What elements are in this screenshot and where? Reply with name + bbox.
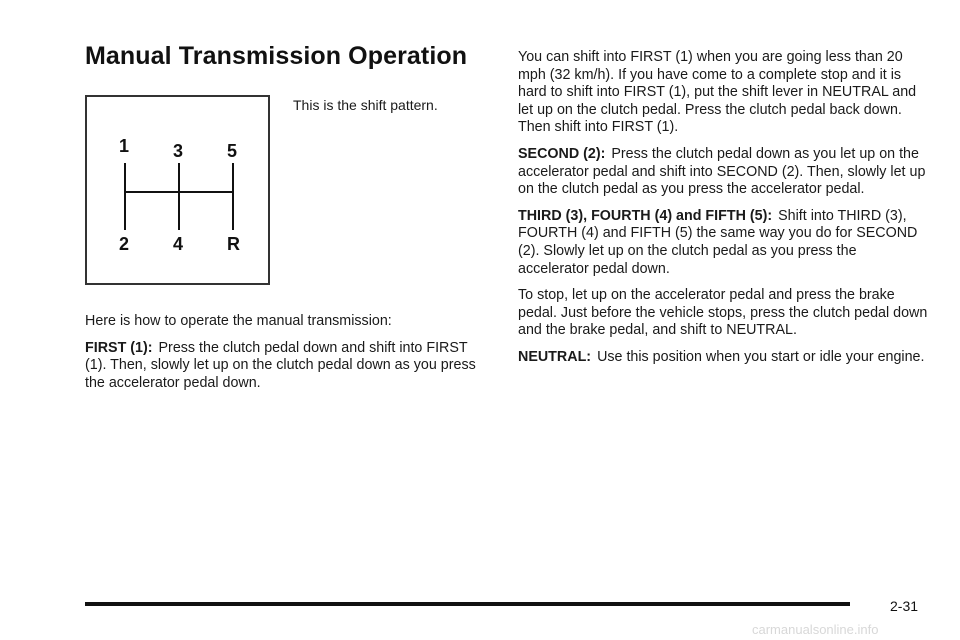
neutral-text: Use this position when you start or idle your engine. — [597, 348, 925, 365]
diagram-caption: This is the shift pattern. — [293, 97, 438, 113]
gear-label-1: 1 — [119, 136, 130, 156]
left-column — [85, 313, 485, 401]
first-gear-paragraph — [85, 340, 485, 393]
second-gear-paragraph — [518, 146, 928, 199]
third-fourth-fifth-paragraph — [518, 208, 928, 278]
neutral-label: NEUTRAL: — [518, 348, 592, 365]
stop-paragraph: To stop, let up on the accelerator pedal and press the brake pedal. Just before the vehicle stops, press the clutch pedal down and the brake pedal, and shift to NEUTRAL. — [518, 287, 928, 339]
watermark: carmanualsonline.info — [752, 622, 879, 637]
shift-pattern-diagram — [85, 95, 270, 285]
intro-paragraph: Here is how to operate the manual transmission: — [85, 313, 392, 329]
gear-label-5: 5 — [227, 141, 238, 161]
second-gear-label: SECOND (2): — [518, 145, 606, 162]
gear-label-2: 2 — [119, 234, 130, 254]
gear-label-3: 3 — [173, 141, 184, 161]
gear-label-r: R — [227, 234, 240, 254]
first-gear-speed-paragraph: You can shift into FIRST (1) when you are going less than 20 mph (32 km/h). If you have come to a complete stop and it is hard to shift into FIRST (1), put the shift lever in NEUTRAL and let up on the clutch pedal. Press the clutch pedal back down. Then shift into FIRST (1). — [518, 49, 917, 136]
shift-pattern-graphic — [87, 97, 268, 283]
right-column — [518, 49, 928, 376]
first-gear-label: FIRST (1): — [85, 339, 153, 356]
gear-label-4: 4 — [173, 234, 184, 254]
third-fourth-fifth-label: THIRD (3), FOURTH (4) and FIFTH (5): — [518, 207, 773, 224]
neutral-paragraph — [518, 349, 928, 367]
third-fourth-fifth-text: Shift into THIRD (3), FOURTH (4) and FIFTH (5) the same way you do for SECOND (2). Slowly let up on the clutch pedal as you press the accelerator pedal down. — [518, 207, 918, 277]
page-number: 2-31 — [890, 598, 919, 614]
first-gear-text: Press the clutch pedal down and shift into FIRST (1). Then, slowly let up on the clutch pedal down as you press the accelerator pedal down. — [85, 339, 476, 391]
second-gear-text: Press the clutch pedal down as you let up on the accelerator pedal and shift into SECOND (2). Then, slowly let up on the clutch pedal as you press the accelerator pedal. — [518, 145, 926, 198]
footer-rule — [85, 602, 850, 606]
page-title: Manual Transmission Operation — [85, 42, 468, 70]
